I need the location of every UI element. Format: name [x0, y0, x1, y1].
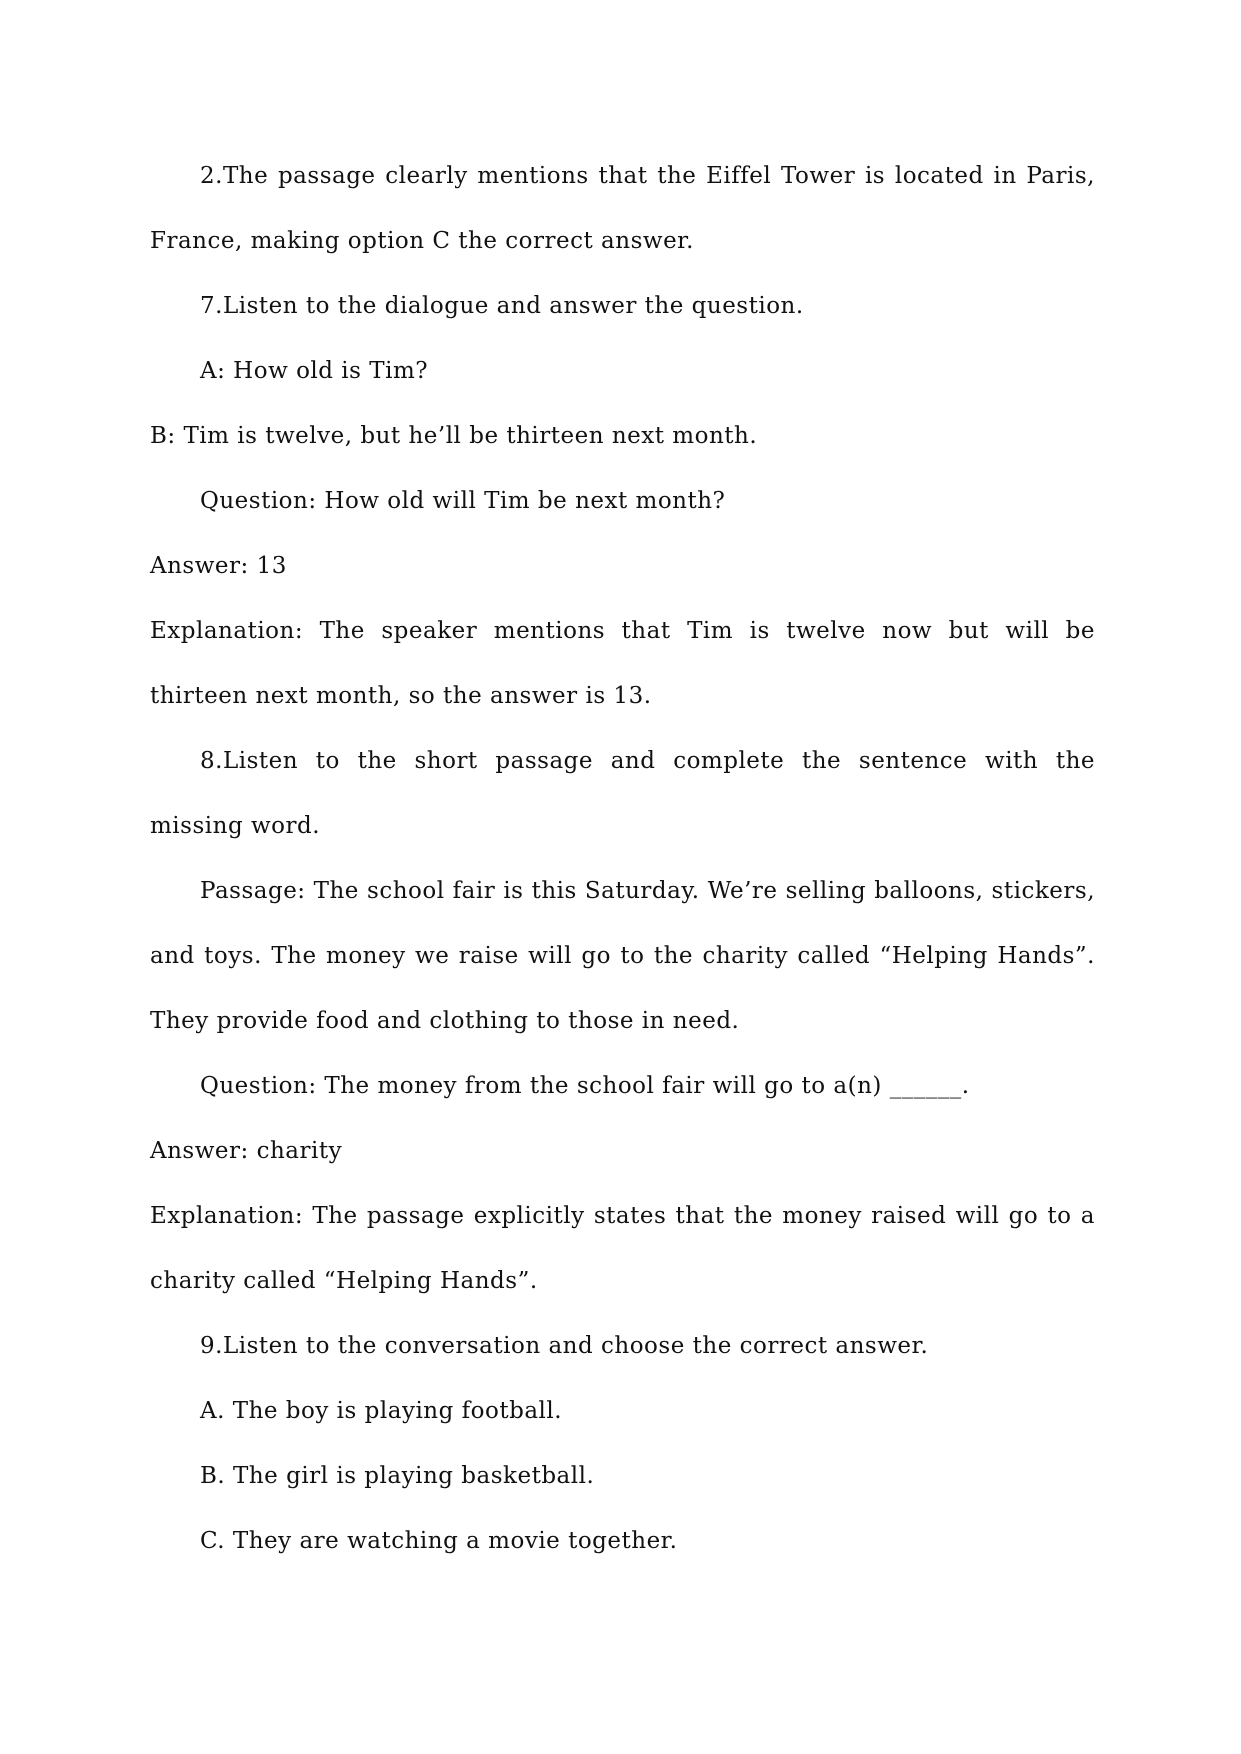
q7-dialogue-a: A: How old is Tim? [200, 358, 429, 384]
q8-answer: Answer: charity [150, 1138, 343, 1164]
q9-instruction: 9.Listen to the conversation and choose the correct answer. [200, 1333, 929, 1359]
q9-option-b: B. The girl is playing basketball. [200, 1463, 595, 1489]
q8-question: Question: The money from the school fair will go to a(n) ______. [200, 1073, 970, 1099]
q2-explanation: 2.The passage clearly mentions that the Eiffel Tower is located in Paris, France, making option C the correct answer. [150, 163, 1095, 254]
q8-explanation: Explanation: The passage explicitly states that the money raised will go to a charity called “Helping Hands”. [150, 1203, 1095, 1294]
q7-question: Question: How old will Tim be next month? [200, 488, 726, 514]
document-body [150, 144, 1095, 1574]
q7-dialogue-b: B: Tim is twelve, but he’ll be thirteen next month. [150, 423, 758, 449]
q8-instruction: 8.Listen to the short passage and complete the sentence with the missing word. [150, 748, 1095, 839]
q8-passage: Passage: The school fair is this Saturday. We’re selling balloons, stickers, and toys. The money we raise will go to the charity called “Helping Hands”. They provide food and clothing to those in need. [150, 878, 1095, 1034]
q9-option-c: C. They are watching a movie together. [200, 1528, 678, 1554]
q7-explanation: Explanation: The speaker mentions that Tim is twelve now but will be thirteen next month, so the answer is 13. [150, 618, 1095, 709]
q7-instruction: 7.Listen to the dialogue and answer the question. [200, 293, 804, 319]
q7-answer: Answer: 13 [150, 553, 287, 579]
q9-option-a: A. The boy is playing football. [200, 1398, 563, 1424]
